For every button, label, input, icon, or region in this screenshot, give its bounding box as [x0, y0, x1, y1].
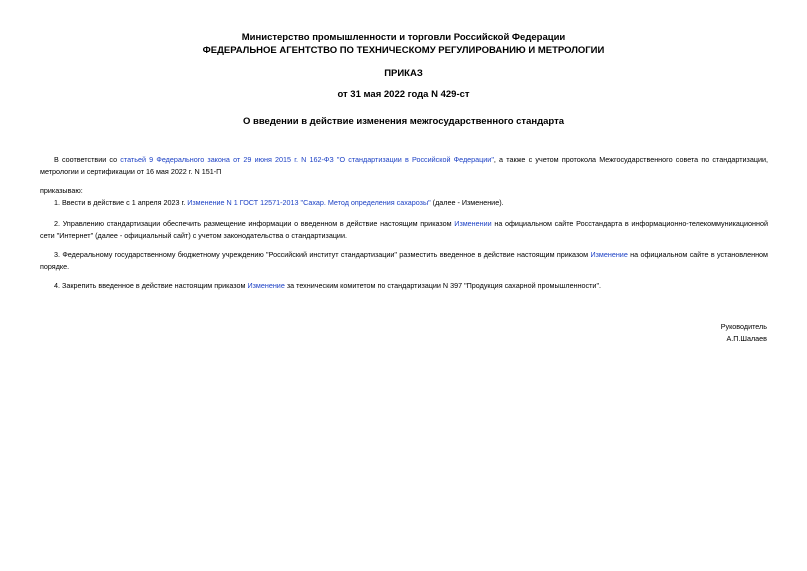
- amendment-link-item-2[interactable]: Изменении: [454, 219, 492, 228]
- preamble-text-1: В соответствии со: [54, 155, 121, 164]
- preamble-paragraph: [40, 154, 768, 177]
- item-3-paragraph: [40, 249, 768, 272]
- signature-title: Руководитель: [720, 322, 767, 331]
- item-2-text-2: на официальном сайте Росстандарта в информационно-телекоммуникационной сети "Интернет" (далее - официальный сайт) с учетом законодательства о стандартизации.: [40, 219, 769, 240]
- standard-amendment-link[interactable]: Изменение N 1 ГОСТ 12571-2013 "Сахар. Метод определения сахарозы": [187, 198, 431, 207]
- agency-title: ФЕДЕРАЛЬНОЕ АГЕНТСТВО ПО ТЕХНИЧЕСКОМУ РЕГУЛИРОВАНИЮ И МЕТРОЛОГИИ: [202, 45, 605, 56]
- amendment-link-item-3[interactable]: Изменение: [590, 250, 628, 259]
- item-4-text-1: 4. Закрепить введенное в действие настоящим приказом: [54, 281, 248, 290]
- item-4-paragraph: [40, 280, 768, 292]
- orders-label: приказываю:: [40, 186, 83, 195]
- ministry-title: Министерство промышленности и торговли Российской Федерации: [241, 32, 566, 43]
- preamble-text-2: , а также с учетом протокола Межгосударственного совета по стандартизации, метрологии и сертификации от 16 мая 2022 г. N 151-П: [40, 155, 768, 176]
- doc-date-number: от 31 мая 2022 года N 429-ст: [337, 89, 470, 100]
- doc-subject: О введении в действие изменения межгосударственного стандарта: [242, 116, 565, 127]
- item-4-text-2: за техническим комитетом по стандартизации N 397 "Продукция сахарной промышленности".: [284, 281, 601, 290]
- item-1-paragraph: [40, 197, 768, 209]
- item-3-text-2: на официальном сайте в установленном порядке.: [40, 250, 768, 271]
- doc-type: ПРИКАЗ: [384, 68, 423, 79]
- item-1-text-1: 1. Ввести в действие с 1 апреля 2023 г.: [54, 198, 188, 207]
- item-1-text-2: (далее - Изменение).: [430, 198, 504, 207]
- federal-law-link[interactable]: статьей 9 Федерального закона от 29 июня 2015 г. N 162-ФЗ "О стандартизации в Российской Федерации": [120, 155, 494, 164]
- signature-name: А.П.Шалаев: [726, 334, 767, 343]
- item-2-paragraph: [40, 218, 768, 241]
- amendment-link-item-4[interactable]: Изменение: [247, 281, 285, 290]
- item-2-text-1: 2. Управлению стандартизации обеспечить размещение информации о введенном в действие настоящим приказом: [54, 219, 455, 228]
- item-3-text-1: 3. Федеральному государственному бюджетному учреждению "Российский институт стандартизации" разместить введенное в действие настоящим приказом: [54, 250, 591, 259]
